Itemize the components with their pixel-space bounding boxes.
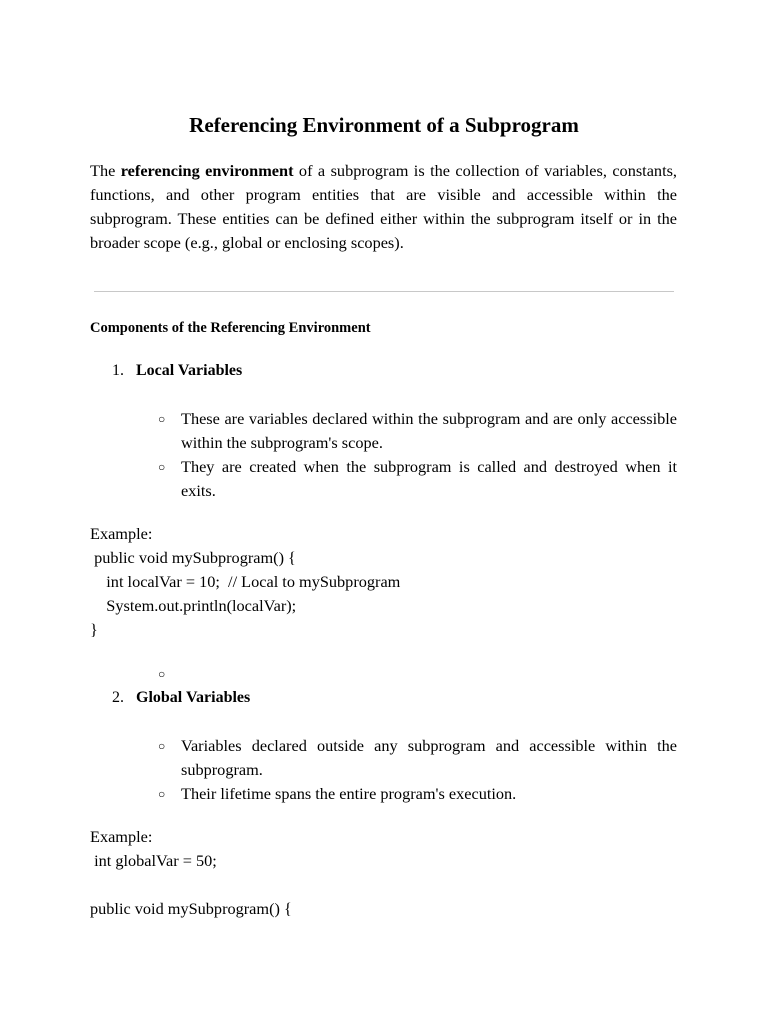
intro-prefix: The <box>90 161 121 180</box>
code-line: public void mySubprogram() { <box>90 899 292 918</box>
list-item-heading: Local Variables <box>136 362 243 379</box>
intro-suffix: of a subprogram is the collection of variables, constants, functions, and other program entities that are visible and accessible within the subprogram. These entities can be defined either within the subprogram itself or in the broader scope (e.g., global or enclosing scopes). <box>90 161 677 252</box>
code-line: int globalVar = 50; <box>90 851 217 870</box>
bullet-text: These are variables declared within the subprogram and are only accessible within the subprogram's scope. <box>181 409 677 452</box>
example-label: Example: <box>90 827 153 846</box>
example-label: Example: <box>90 524 153 543</box>
horizontal-divider <box>94 291 674 292</box>
code-line: } <box>90 620 98 639</box>
hollow-bullet-icon: ○ <box>158 412 166 426</box>
hollow-bullet-icon: ○ <box>158 787 166 801</box>
code-line: int localVar = 10; // Local to mySubprogram <box>90 572 401 591</box>
bullet-item <box>158 782 677 806</box>
code-line: public void mySubprogram() { <box>90 548 296 567</box>
document-title: Referencing Environment of a Subprogram <box>189 113 579 137</box>
list-number: 1. <box>112 362 124 379</box>
hollow-bullet-icon: ○ <box>158 739 166 753</box>
bullet-text: Their lifetime spans the entire program's execution. <box>181 784 517 803</box>
hollow-bullet-icon: ○ <box>158 460 166 474</box>
list-number: 2. <box>112 689 124 706</box>
bullet-item <box>158 455 677 503</box>
intro-bold-term: referencing environment <box>120 161 294 180</box>
list-item-heading: Global Variables <box>136 689 251 706</box>
list-item-global-variables <box>112 686 250 710</box>
bullet-item <box>158 407 677 455</box>
list-item-local-variables <box>112 359 242 383</box>
bullet-text: Variables declared outside any subprogram and accessible within the subprogram. <box>181 736 677 779</box>
code-line: System.out.println(localVar); <box>90 596 297 615</box>
empty-bullet-icon: ○ <box>158 667 166 681</box>
intro-paragraph <box>90 159 677 255</box>
bullet-item <box>158 734 677 782</box>
bullet-text: They are created when the subprogram is called and destroyed when it exits. <box>181 457 677 500</box>
section-heading: Components of the Referencing Environment <box>90 320 371 336</box>
